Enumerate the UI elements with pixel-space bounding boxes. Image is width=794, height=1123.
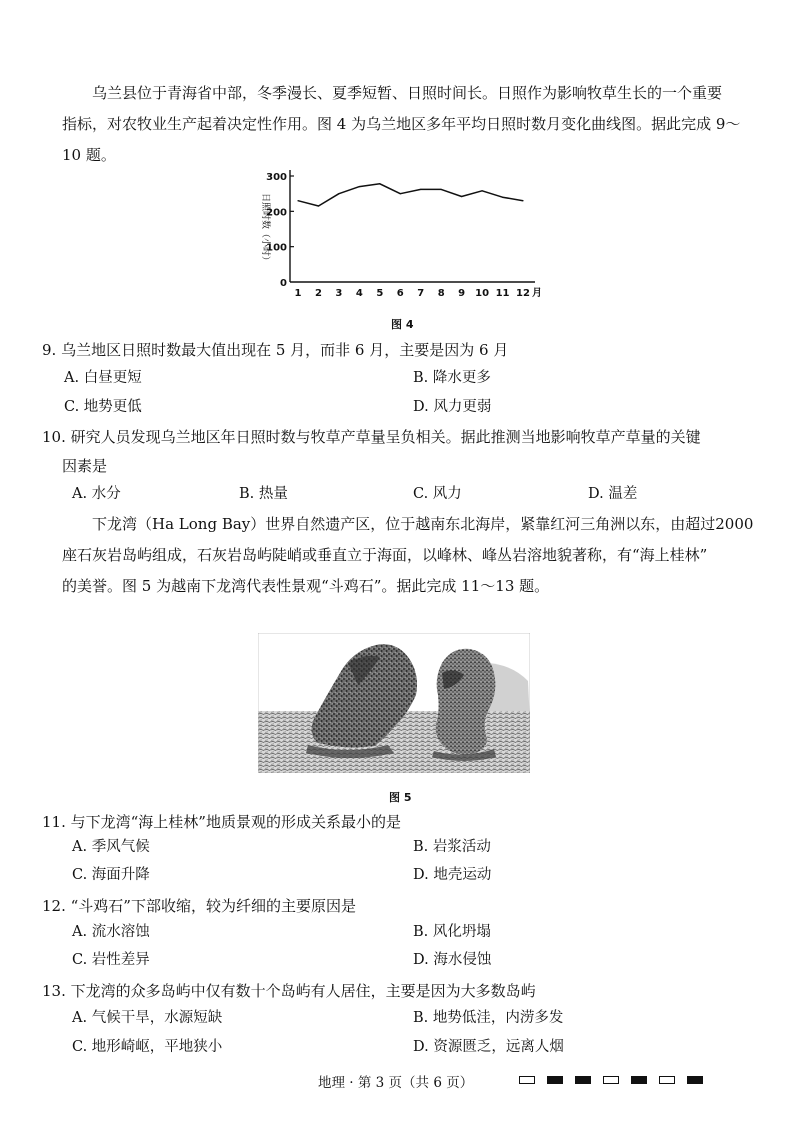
question-10-option-b: B. 热量	[239, 486, 288, 502]
question-12-option-b: B. 风化坍塌	[413, 924, 491, 940]
x-tick-label-5: 5	[376, 288, 384, 299]
x-tick-label-7: 7	[417, 288, 425, 299]
y-axis-label: 日照时数（小时）	[260, 192, 270, 266]
question-10-stem-continued: 因素是	[62, 457, 108, 475]
x-axis-unit-label: 月	[532, 288, 542, 299]
data-point-month-4	[359, 186, 360, 187]
question-10-option-a: A. 水分	[72, 486, 121, 502]
data-point-month-3	[338, 193, 339, 194]
question-9-option-d: D. 风力更弱	[413, 399, 492, 415]
y-tick-label-200: 200	[266, 207, 287, 219]
intro-paragraph-1-line-1: 乌兰县位于青海省中部，冬季漫长、夏季短暂、日照时间长。日照作为影响牧草生长的一个重要	[92, 84, 723, 102]
sunshine-hours-series-line	[298, 184, 523, 206]
question-11-stem: 11. 与下龙湾“海上桂林”地质景观的形成关系最小的是	[42, 813, 401, 831]
question-12-option-d: D. 海水侵蚀	[413, 952, 492, 968]
question-13-stem: 13. 下龙湾的众多岛屿中仅有数十个岛屿有人居住，主要是因为大多数岛屿	[42, 982, 536, 1000]
question-11-option-b: B. 岩浆活动	[413, 839, 491, 855]
figure-4-caption: 图 4	[391, 318, 414, 331]
question-9-stem: 9. 乌兰地区日照时数最大值出现在 5 月，而非 6 月，主要是因为 6 月	[42, 341, 509, 359]
x-tick-label-6: 6	[396, 288, 404, 299]
alignment-mark-3	[575, 1076, 591, 1084]
question-11-option-d: D. 地壳运动	[413, 867, 492, 883]
x-tick-label-2: 2	[314, 288, 322, 299]
data-point-month-1	[297, 200, 298, 201]
question-13-option-d: D. 资源匮乏，远离人烟	[413, 1039, 564, 1055]
alignment-mark-2	[547, 1076, 563, 1084]
y-tick-label-100: 100	[266, 242, 287, 254]
data-point-month-9	[461, 196, 462, 197]
y-tick-label-0: 0	[280, 278, 287, 289]
alignment-mark-4	[603, 1076, 619, 1084]
x-tick-label-3: 3	[335, 288, 343, 299]
alignment-mark-5	[631, 1076, 647, 1084]
question-9-option-a: A. 白昼更短	[64, 370, 142, 386]
question-11-option-c: C. 海面升降	[72, 867, 150, 883]
fighting-cock-rock-photo	[258, 633, 530, 773]
x-tick-label-12: 12	[516, 288, 530, 299]
question-13-option-c: C. 地形崎岖，平地狭小	[72, 1039, 223, 1055]
intro-paragraph-1-line-2: 指标，对农牧业生产起着决定性作用。图 4 为乌兰地区多年平均日照时数月变化曲线图。据此完成 9～	[62, 115, 741, 133]
data-point-month-5	[379, 183, 380, 184]
intro-paragraph-2-line-1: 下龙湾（Ha Long Bay）世界自然遗产区，位于越南东北海岸，紧靠红河三角洲以东，由超过2000	[92, 515, 754, 533]
question-9-option-c: C. 地势更低	[64, 399, 142, 415]
intro-paragraph-2-line-3: 的美誉。图 5 为越南下龙湾代表性景观“斗鸡石”。据此完成 11～13 题。	[62, 577, 550, 595]
question-9-option-b: B. 降水更多	[413, 370, 491, 386]
scan-alignment-marks	[519, 1076, 715, 1084]
question-10-option-c: C. 风力	[413, 486, 462, 502]
intro-paragraph-1-line-3: 10 题。	[62, 146, 116, 164]
alignment-mark-7	[687, 1076, 703, 1084]
question-13-option-b: B. 地势低洼，内涝多发	[413, 1010, 564, 1026]
figure-5-caption: 图 5	[389, 791, 412, 804]
x-tick-label-8: 8	[437, 288, 445, 299]
x-tick-label-1: 1	[294, 288, 302, 299]
data-point-month-6	[400, 193, 401, 194]
question-12-stem: 12. “斗鸡石”下部收缩，较为纤细的主要原因是	[42, 897, 356, 915]
page-footer-label: 地理 · 第 3 页（共 6 页）	[318, 1075, 474, 1091]
question-11-option-a: A. 季风气候	[72, 839, 150, 855]
question-10-option-d: D. 温差	[588, 486, 638, 502]
data-point-month-11	[502, 197, 503, 198]
x-tick-label-11: 11	[495, 288, 510, 299]
y-tick-label-300: 300	[266, 172, 287, 183]
question-12-option-c: C. 岩性差异	[72, 952, 150, 968]
data-point-month-8	[441, 189, 442, 190]
intro-paragraph-2-line-2: 座石灰岩岛屿组成，石灰岩岛屿陡峭或垂直立于海面，以峰林、峰丛岩溶地貌著称，有“海上桂林”	[62, 546, 708, 564]
alignment-mark-1	[519, 1076, 535, 1084]
x-tick-label-9: 9	[458, 288, 466, 299]
x-tick-label-4: 4	[355, 288, 363, 299]
data-point-month-10	[481, 190, 482, 191]
data-point-month-7	[420, 189, 421, 190]
alignment-mark-6	[659, 1076, 675, 1084]
question-13-option-a: A. 气候干旱，水源短缺	[72, 1010, 223, 1026]
x-tick-label-10: 10	[475, 288, 490, 299]
question-10-stem: 10. 研究人员发现乌兰地区年日照时数与牧草产草量呈负相关。据此推测当地影响牧草产草量的关键	[42, 428, 701, 446]
sunshine-hours-line-chart	[250, 162, 550, 302]
data-point-month-12	[522, 200, 523, 201]
question-12-option-a: A. 流水溶蚀	[72, 924, 150, 940]
data-point-month-2	[318, 205, 319, 206]
